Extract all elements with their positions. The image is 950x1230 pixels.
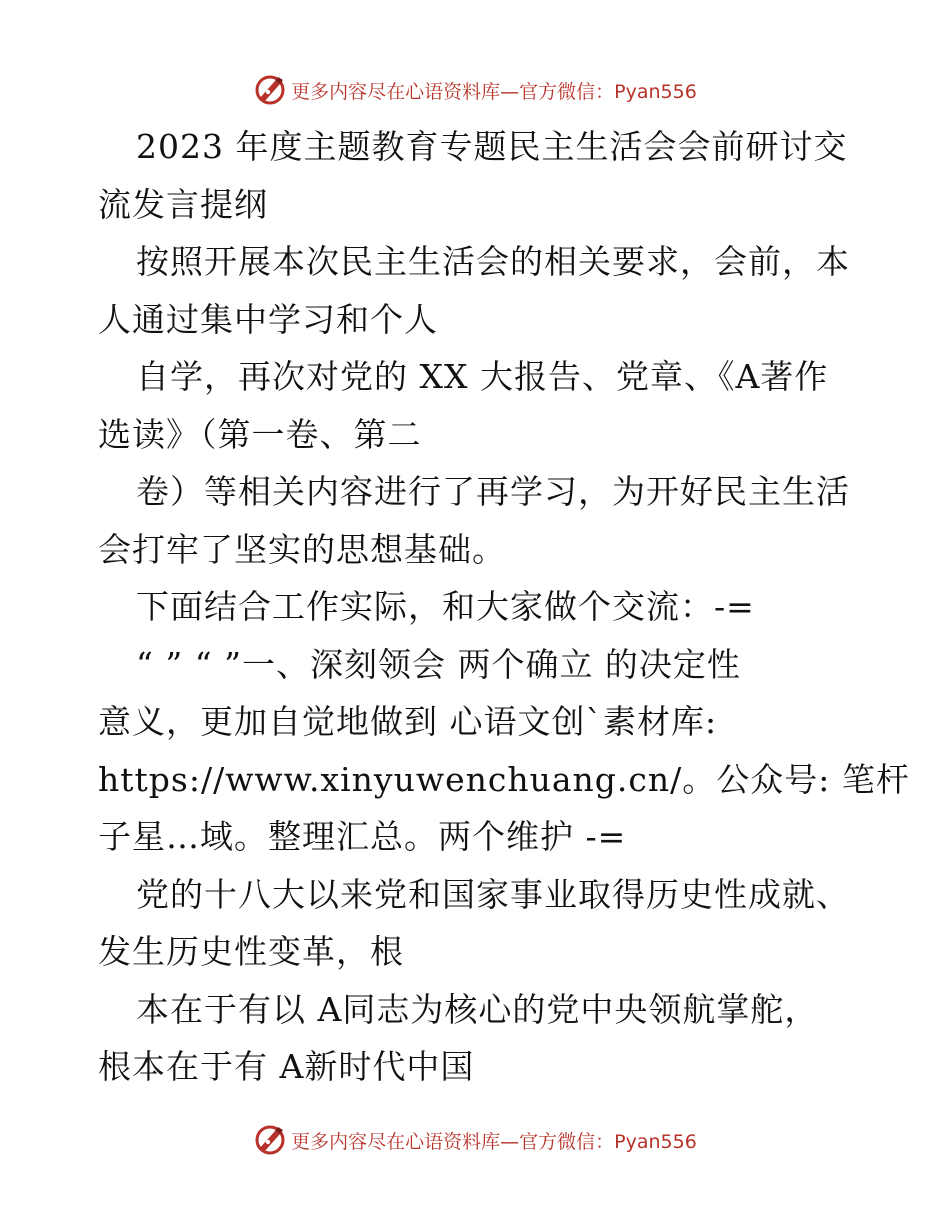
header-watermark-banner	[0, 70, 950, 110]
text-line: https://www.xinyuwenchuang.cn/。公众号: 笔杆	[98, 759, 910, 799]
text-line: 发生历史性变革，根	[98, 932, 404, 971]
text-line: 卷）等相关内容进行了再学习，为开好民主生活	[136, 472, 850, 511]
footer-watermark-banner	[0, 1120, 950, 1160]
pen-logo-icon	[253, 1123, 287, 1157]
text-line: 自学，再次对党的 XX 大报告、党章、《A著作	[136, 357, 829, 396]
text-line: 人通过集中学习和个人	[98, 299, 438, 339]
text-line: 根本在于有 A新时代中国	[98, 1047, 475, 1086]
text-line: 按照开展本次民主生活会的相关要求，会前，本	[136, 242, 850, 281]
text-line: 流发言提纲	[98, 184, 268, 224]
banner-text: 更多内容尽在心语资料库—官方微信：Pyan556	[291, 1130, 697, 1153]
pen-logo-icon	[253, 73, 287, 107]
text-line: “ ” “ ”一、深刻领会 两个确立 的决定性	[136, 644, 741, 684]
document-body	[98, 118, 910, 1096]
text-line: 下面结合工作实际，和大家做个交流：-=	[136, 587, 755, 626]
text-line: 会打牢了坚实的思想基础。	[98, 529, 506, 569]
text-line: 本在于有以 A同志为核心的党中央领航掌舵，	[136, 989, 819, 1029]
text-line: 党的十八大以来党和国家事业取得历史性成就、	[136, 874, 850, 914]
text-line: 意义，更加自觉地做到 心语文创`素材库:	[98, 702, 718, 741]
text-line: 子星…域。整理汇总。两个维护 -=	[98, 817, 627, 856]
banner-text: 更多内容尽在心语资料库—官方微信：Pyan556	[291, 80, 697, 103]
text-line: 2023 年度主题教育专题民主生活会会前研讨交	[136, 127, 848, 166]
text-line: 选读》（第一卷、第二	[98, 414, 422, 454]
